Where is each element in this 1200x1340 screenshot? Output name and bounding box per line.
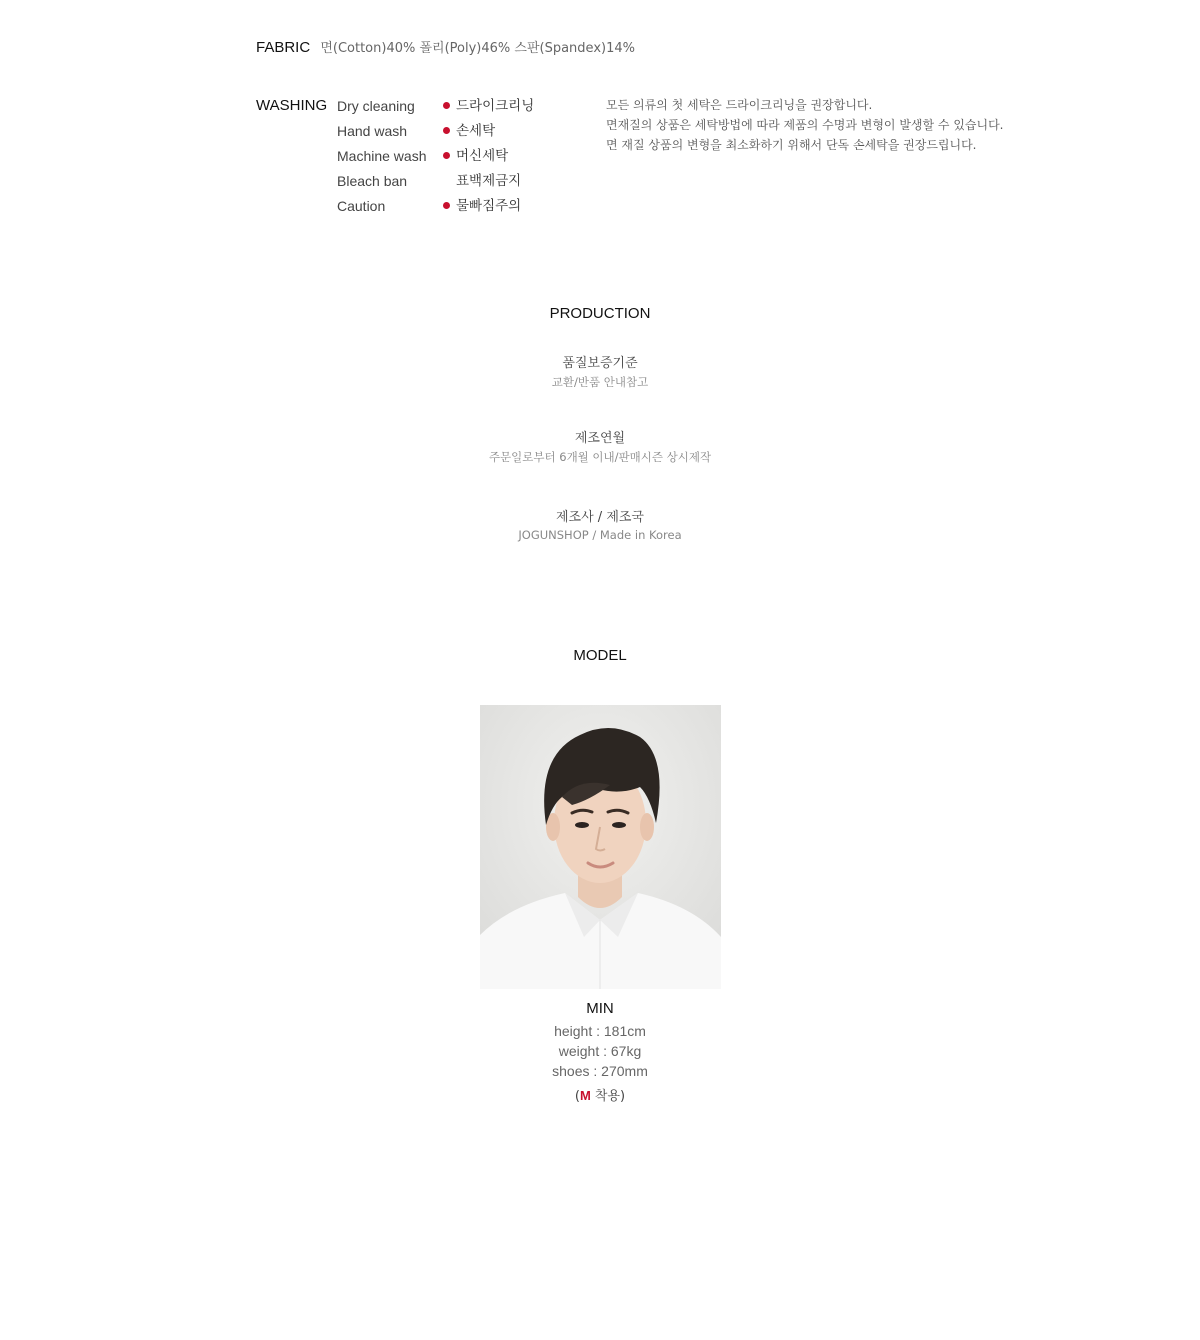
washing-korean-list bbox=[441, 96, 534, 221]
washing-english-list bbox=[337, 96, 427, 221]
maker-value: JOGUNSHOP / Made in Korea bbox=[518, 528, 682, 542]
wash-item-ko-label: 물빠짐주의 bbox=[456, 198, 522, 214]
wash-item-ko bbox=[441, 196, 534, 221]
quality-title: 품질보증기준 bbox=[562, 356, 638, 371]
washing-notes bbox=[606, 96, 1004, 156]
model-fit bbox=[0, 1085, 1200, 1104]
red-dot-icon bbox=[443, 177, 450, 184]
wash-item-ko-label: 손세탁 bbox=[456, 123, 496, 139]
wash-item-ko bbox=[441, 146, 534, 171]
red-dot-icon bbox=[443, 152, 450, 159]
model-height: height : 181cm bbox=[554, 1023, 646, 1039]
red-dot-icon bbox=[443, 127, 450, 134]
fabric-label: FABRIC bbox=[256, 39, 311, 56]
model-weight: weight : 67kg bbox=[558, 1043, 642, 1059]
wash-item-ko-label: 머신세탁 bbox=[456, 148, 509, 164]
red-dot-icon bbox=[443, 102, 450, 109]
wash-item-en: Caution bbox=[337, 198, 386, 214]
wash-item-en: Hand wash bbox=[337, 123, 408, 139]
wash-item-ko bbox=[441, 171, 534, 196]
wash-item-ko bbox=[441, 121, 534, 146]
wash-item-en: Bleach ban bbox=[337, 173, 408, 189]
washing-note: 모든 의류의 첫 세탁은 드라이크리닝을 권장합니다. bbox=[606, 98, 873, 112]
fabric-composition: 면(Cotton)40% 폴리(Poly)46% 스판(Spandex)14% bbox=[320, 41, 635, 56]
model-portrait-image bbox=[480, 705, 721, 989]
fabric-row bbox=[256, 37, 635, 56]
wash-item-en: Machine wash bbox=[337, 148, 427, 164]
production-heading: PRODUCTION bbox=[549, 305, 651, 322]
model-photo bbox=[480, 705, 721, 989]
fit-rest: 착용) bbox=[590, 1089, 626, 1104]
quality-value: 교환/반품 안내참고 bbox=[551, 375, 649, 389]
maker-title: 제조사 / 제조국 bbox=[556, 510, 644, 525]
model-shoes: shoes : 270mm bbox=[552, 1063, 648, 1079]
wash-item-ko-label: 표백제금지 bbox=[456, 173, 522, 189]
date-title: 제조연월 bbox=[574, 431, 626, 446]
model-name: MIN bbox=[586, 1000, 614, 1017]
fit-size: M bbox=[579, 1088, 591, 1103]
date-value: 주문일로부터 6개월 이내/판매시즌 상시제작 bbox=[488, 450, 712, 464]
washing-note: 면 재질 상품의 변형을 최소화하기 위해서 단독 손세탁을 권장드립니다. bbox=[606, 138, 977, 152]
washing-note: 면재질의 상품은 세탁방법에 따라 제품의 수명과 변형이 발생할 수 있습니다. bbox=[606, 118, 1004, 132]
red-dot-icon bbox=[443, 202, 450, 209]
wash-item-ko bbox=[441, 96, 534, 121]
washing-label: WASHING bbox=[256, 97, 328, 114]
wash-item-ko-label: 드라이크리닝 bbox=[456, 98, 535, 114]
model-heading: MODEL bbox=[573, 647, 627, 664]
fit-open: ( bbox=[574, 1089, 580, 1104]
wash-item-en: Dry cleaning bbox=[337, 98, 415, 114]
